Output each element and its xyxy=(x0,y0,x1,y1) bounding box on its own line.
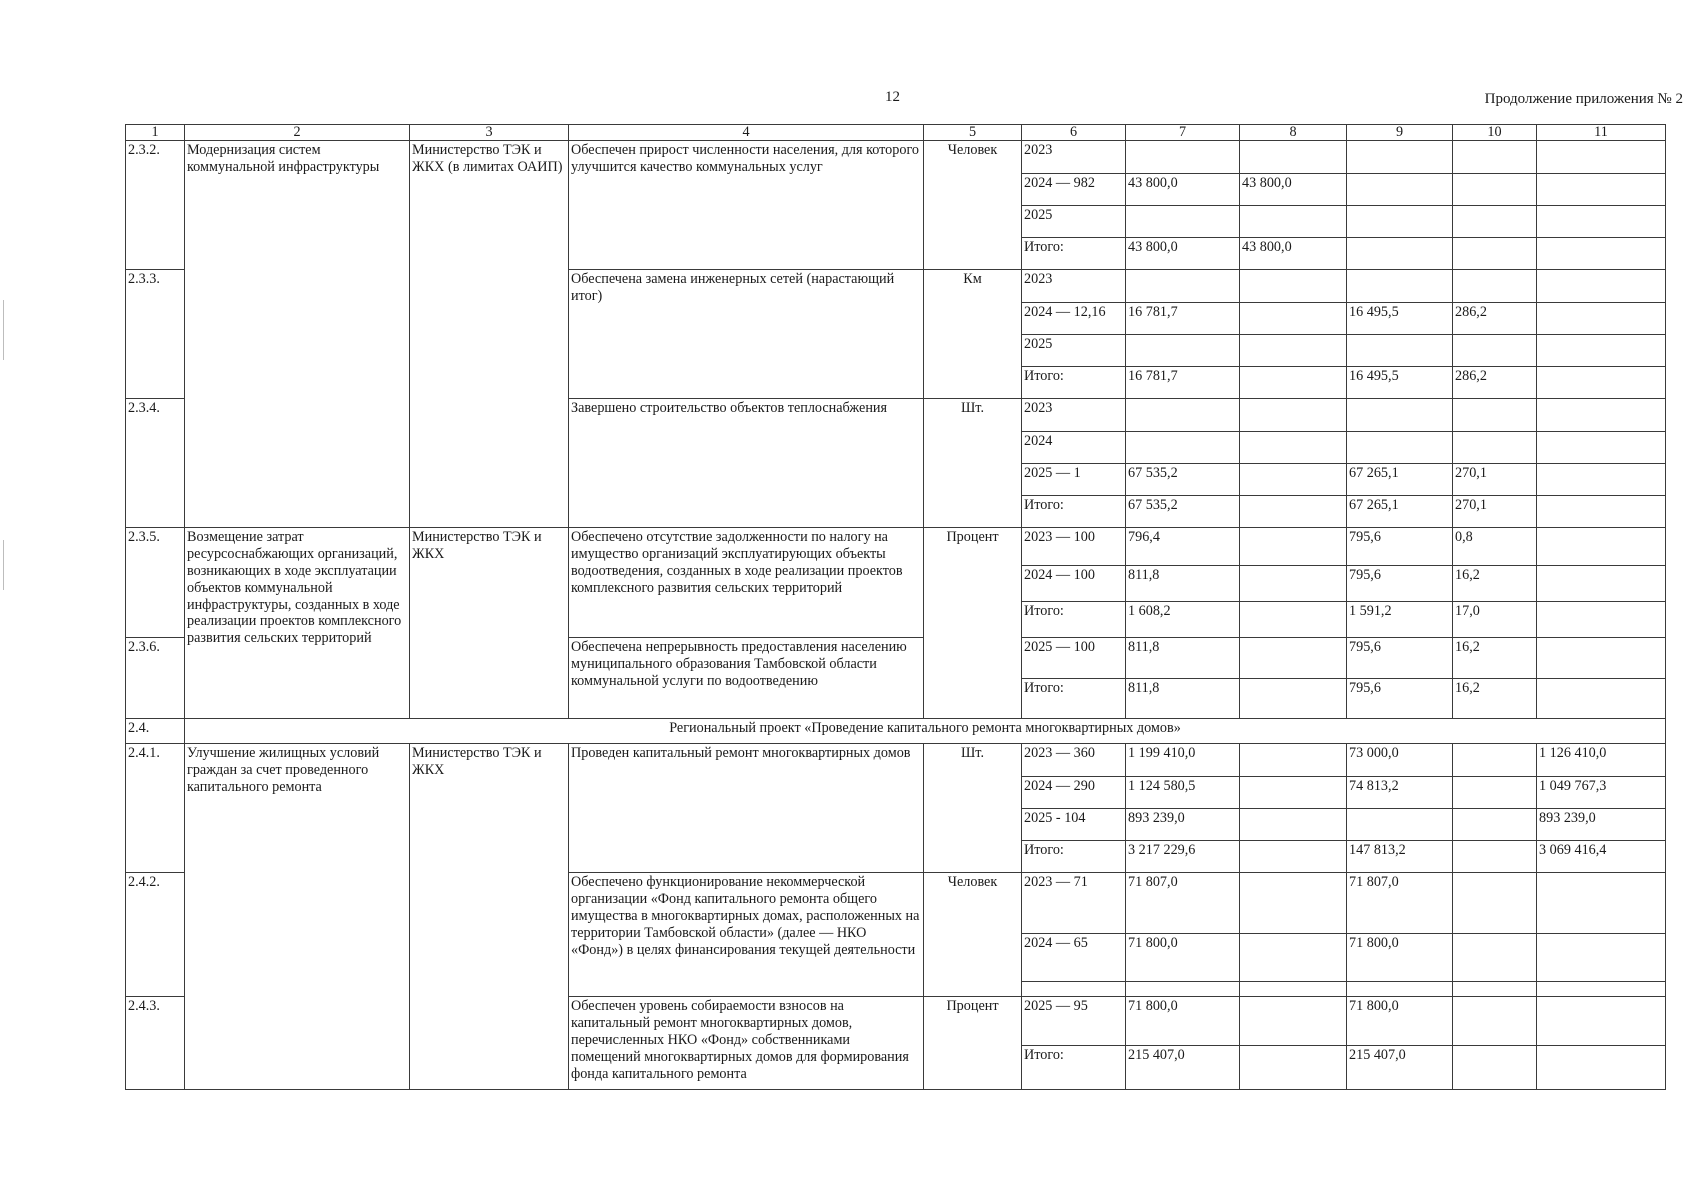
table-row xyxy=(126,744,1666,777)
unit-of-measure: Человек xyxy=(924,873,1022,997)
year-value: 2025 xyxy=(1022,206,1126,238)
amount-total: 3 217 229,6 xyxy=(1126,841,1240,873)
amount-col-10: 16,2 xyxy=(1453,638,1537,679)
unit-of-measure: Шт. xyxy=(924,744,1022,873)
amount-col-9: 215 407,0 xyxy=(1347,1046,1453,1090)
result-description: Обеспечено функционирование некоммерческой организации «Фонд капитального ремонта общего имущества в многоквартирных домах, расположенных на территории Тамбовской области» (далее — НКО «Фонд») в целях финансирования текущей деятельности xyxy=(569,873,924,997)
amount-col-11 xyxy=(1537,496,1666,528)
amount-col-9: 795,6 xyxy=(1347,679,1453,719)
row-code: 2.3.3. xyxy=(126,270,185,399)
amount-total xyxy=(1126,399,1240,432)
unit-of-measure: Человек xyxy=(924,141,1022,270)
amount-total: 71 800,0 xyxy=(1126,997,1240,1046)
unit-of-measure: Км xyxy=(924,270,1022,399)
amount-col-9 xyxy=(1347,238,1453,270)
amount-col-11 xyxy=(1537,432,1666,464)
year-value: Итого: xyxy=(1022,602,1126,638)
amount-col-10 xyxy=(1453,174,1537,206)
scan-edge-mark xyxy=(3,540,4,590)
amount-col-10 xyxy=(1453,809,1537,841)
amount-col-8 xyxy=(1240,777,1347,809)
amount-col-10 xyxy=(1453,432,1537,464)
row-code: 2.4.3. xyxy=(126,997,185,1090)
appendix-continuation-label: Продолжение приложения № 2 xyxy=(1484,91,1683,107)
amount-total: 796,4 xyxy=(1126,528,1240,566)
amount-col-9: 71 800,0 xyxy=(1347,997,1453,1046)
amount-col-8 xyxy=(1240,1046,1347,1090)
amount-col-9 xyxy=(1347,174,1453,206)
year-value: Итого: xyxy=(1022,238,1126,270)
amount-col-8 xyxy=(1240,496,1347,528)
amount-col-9: 71 807,0 xyxy=(1347,873,1453,934)
empty-cell xyxy=(1453,982,1537,997)
amount-col-11 xyxy=(1537,997,1666,1046)
amount-total: 1 608,2 xyxy=(1126,602,1240,638)
amount-col-9 xyxy=(1347,270,1453,303)
column-number: 11 xyxy=(1537,125,1666,141)
amount-col-10: 270,1 xyxy=(1453,464,1537,496)
column-number: 7 xyxy=(1126,125,1240,141)
unit-of-measure: Процент xyxy=(924,997,1022,1090)
unit-of-measure: Шт. xyxy=(924,399,1022,528)
year-value: 2025 — 100 xyxy=(1022,638,1126,679)
amount-col-10: 286,2 xyxy=(1453,303,1537,335)
amount-col-9 xyxy=(1347,432,1453,464)
amount-col-8 xyxy=(1240,934,1347,982)
amount-col-8 xyxy=(1240,602,1347,638)
amount-col-10 xyxy=(1453,1046,1537,1090)
amount-col-8 xyxy=(1240,141,1347,174)
amount-col-10: 16,2 xyxy=(1453,566,1537,602)
amount-total: 16 781,7 xyxy=(1126,367,1240,399)
amount-total: 71 800,0 xyxy=(1126,934,1240,982)
amount-col-11: 3 069 416,4 xyxy=(1537,841,1666,873)
table-row xyxy=(126,141,1666,174)
amount-total: 43 800,0 xyxy=(1126,238,1240,270)
amount-total: 811,8 xyxy=(1126,679,1240,719)
amount-col-10 xyxy=(1453,841,1537,873)
year-value: 2023 — 100 xyxy=(1022,528,1126,566)
amount-col-9: 16 495,5 xyxy=(1347,367,1453,399)
year-value: 2024 — 65 xyxy=(1022,934,1126,982)
amount-col-8 xyxy=(1240,206,1347,238)
year-value: 2024 — 100 xyxy=(1022,566,1126,602)
year-value: 2023 — 360 xyxy=(1022,744,1126,777)
amount-col-11 xyxy=(1537,566,1666,602)
amount-col-11 xyxy=(1537,464,1666,496)
executor: Министерство ТЭК и ЖКХ (в лимитах ОАИП) xyxy=(410,141,569,528)
amount-col-11: 893 239,0 xyxy=(1537,809,1666,841)
amount-total: 893 239,0 xyxy=(1126,809,1240,841)
amount-total xyxy=(1126,206,1240,238)
column-number: 1 xyxy=(126,125,185,141)
executor: Министерство ТЭК и ЖКХ xyxy=(410,528,569,719)
amount-total xyxy=(1126,270,1240,303)
amount-col-11 xyxy=(1537,602,1666,638)
amount-col-8 xyxy=(1240,809,1347,841)
amount-col-10 xyxy=(1453,206,1537,238)
column-number: 8 xyxy=(1240,125,1347,141)
amount-total: 43 800,0 xyxy=(1126,174,1240,206)
amount-col-10: 286,2 xyxy=(1453,367,1537,399)
empty-cell xyxy=(1126,982,1240,997)
year-value: 2024 — 12,16 xyxy=(1022,303,1126,335)
result-description: Проведен капитальный ремонт многоквартирных домов xyxy=(569,744,924,873)
amount-col-10 xyxy=(1453,270,1537,303)
amount-col-9 xyxy=(1347,399,1453,432)
year-value: Итого: xyxy=(1022,841,1126,873)
year-value: Итого: xyxy=(1022,367,1126,399)
amount-col-9: 1 591,2 xyxy=(1347,602,1453,638)
amount-col-9 xyxy=(1347,206,1453,238)
year-value: 2023 xyxy=(1022,270,1126,303)
amount-col-11 xyxy=(1537,335,1666,367)
year-value: 2025 - 104 xyxy=(1022,809,1126,841)
empty-cell xyxy=(1240,982,1347,997)
amount-col-10 xyxy=(1453,934,1537,982)
amount-col-8 xyxy=(1240,335,1347,367)
amount-col-8 xyxy=(1240,367,1347,399)
amount-col-10: 16,2 xyxy=(1453,679,1537,719)
row-code: 2.4.1. xyxy=(126,744,185,873)
column-number: 5 xyxy=(924,125,1022,141)
result-description: Обеспечен прирост численности населения, для которого улучшится качество коммунальных услуг xyxy=(569,141,924,270)
year-value: 2024 — 982 xyxy=(1022,174,1126,206)
amount-col-8: 43 800,0 xyxy=(1240,238,1347,270)
section-row xyxy=(126,719,1666,744)
year-value: 2023 xyxy=(1022,399,1126,432)
amount-col-9: 795,6 xyxy=(1347,528,1453,566)
amount-total: 1 124 580,5 xyxy=(1126,777,1240,809)
amount-col-10 xyxy=(1453,238,1537,270)
amount-col-10 xyxy=(1453,744,1537,777)
amount-col-10 xyxy=(1453,997,1537,1046)
result-description: Обеспечена непрерывность предоставления населению муниципального образования Тамбовской области коммунальной услуги по водоотведению xyxy=(569,638,924,719)
row-code: 2.3.5. xyxy=(126,528,185,638)
amount-col-11 xyxy=(1537,367,1666,399)
amount-col-9 xyxy=(1347,335,1453,367)
row-code: 2.3.6. xyxy=(126,638,185,719)
measure-name: Модернизация систем коммунальной инфраструктуры xyxy=(185,141,410,528)
empty-cell xyxy=(1347,982,1453,997)
year-value: 2023 — 71 xyxy=(1022,873,1126,934)
year-value: Итого: xyxy=(1022,496,1126,528)
amount-col-9: 73 000,0 xyxy=(1347,744,1453,777)
empty-cell xyxy=(1022,982,1126,997)
result-description: Обеспечен уровень собираемости взносов на капитальный ремонт многоквартирных домов, перечисленных НКО «Фонд» собственниками помещений многоквартирных домов для формирования фонда капитального ремонта xyxy=(569,997,924,1090)
year-value: 2024 xyxy=(1022,432,1126,464)
amount-col-11 xyxy=(1537,399,1666,432)
year-value: 2025 — 1 xyxy=(1022,464,1126,496)
column-number: 2 xyxy=(185,125,410,141)
amount-total: 67 535,2 xyxy=(1126,464,1240,496)
year-value: 2023 xyxy=(1022,141,1126,174)
amount-col-11 xyxy=(1537,679,1666,719)
amount-col-11 xyxy=(1537,528,1666,566)
column-number: 6 xyxy=(1022,125,1126,141)
table-row xyxy=(126,528,1666,566)
row-code: 2.4. xyxy=(126,719,185,744)
amount-total: 1 199 410,0 xyxy=(1126,744,1240,777)
amount-col-8 xyxy=(1240,873,1347,934)
year-value: Итого: xyxy=(1022,679,1126,719)
amount-col-8 xyxy=(1240,566,1347,602)
amount-col-11 xyxy=(1537,873,1666,934)
result-description: Завершено строительство объектов теплоснабжения xyxy=(569,399,924,528)
amount-col-10 xyxy=(1453,777,1537,809)
amount-col-9: 67 265,1 xyxy=(1347,496,1453,528)
amount-col-11 xyxy=(1537,303,1666,335)
appendix-table xyxy=(125,124,1666,1090)
unit-of-measure: Процент xyxy=(924,528,1022,719)
column-number: 4 xyxy=(569,125,924,141)
scan-edge-mark xyxy=(3,300,4,360)
empty-cell xyxy=(1537,982,1666,997)
row-code: 2.3.2. xyxy=(126,141,185,270)
measure-name: Улучшение жилищных условий граждан за счет проведенного капитального ремонта xyxy=(185,744,410,1090)
amount-col-11 xyxy=(1537,270,1666,303)
amount-col-11: 1 049 767,3 xyxy=(1537,777,1666,809)
amount-total xyxy=(1126,141,1240,174)
amount-total xyxy=(1126,335,1240,367)
amount-col-11 xyxy=(1537,174,1666,206)
year-value: 2024 — 290 xyxy=(1022,777,1126,809)
result-description: Обеспечено отсутствие задолженности по налогу на имущество организаций эксплуатирующих объекты водоотведения, созданных в ходе реализации проектов комплексного развития сельских территорий xyxy=(569,528,924,638)
amount-col-8 xyxy=(1240,464,1347,496)
amount-total xyxy=(1126,432,1240,464)
column-number: 10 xyxy=(1453,125,1537,141)
amount-col-10 xyxy=(1453,399,1537,432)
amount-col-9 xyxy=(1347,809,1453,841)
amount-col-8 xyxy=(1240,744,1347,777)
amount-col-11 xyxy=(1537,934,1666,982)
column-number: 3 xyxy=(410,125,569,141)
amount-col-10 xyxy=(1453,873,1537,934)
measure-name: Возмещение затрат ресурсоснабжающих организаций, возникающих в ходе эксплуатации объектов коммунальной инфраструктуры, созданных в ходе реализации проектов комплексного развития сельских территорий xyxy=(185,528,410,719)
amount-total: 67 535,2 xyxy=(1126,496,1240,528)
amount-total: 71 807,0 xyxy=(1126,873,1240,934)
year-value: 2025 xyxy=(1022,335,1126,367)
amount-col-8 xyxy=(1240,679,1347,719)
amount-col-8 xyxy=(1240,638,1347,679)
amount-col-9: 67 265,1 xyxy=(1347,464,1453,496)
amount-col-9 xyxy=(1347,141,1453,174)
amount-total: 811,8 xyxy=(1126,638,1240,679)
amount-col-11 xyxy=(1537,638,1666,679)
amount-col-9: 795,6 xyxy=(1347,566,1453,602)
row-code: 2.3.4. xyxy=(126,399,185,528)
amount-col-10 xyxy=(1453,141,1537,174)
amount-total: 16 781,7 xyxy=(1126,303,1240,335)
amount-col-8 xyxy=(1240,270,1347,303)
amount-col-8 xyxy=(1240,841,1347,873)
page-number: 12 xyxy=(885,89,900,105)
year-value: Итого: xyxy=(1022,1046,1126,1090)
amount-total: 215 407,0 xyxy=(1126,1046,1240,1090)
executor: Министерство ТЭК и ЖКХ xyxy=(410,744,569,1090)
amount-col-11: 1 126 410,0 xyxy=(1537,744,1666,777)
amount-col-10: 17,0 xyxy=(1453,602,1537,638)
amount-col-9: 71 800,0 xyxy=(1347,934,1453,982)
year-value: 2025 — 95 xyxy=(1022,997,1126,1046)
column-number: 9 xyxy=(1347,125,1453,141)
amount-col-8 xyxy=(1240,528,1347,566)
amount-col-9: 16 495,5 xyxy=(1347,303,1453,335)
column-number-row xyxy=(126,125,1666,141)
amount-col-8: 43 800,0 xyxy=(1240,174,1347,206)
amount-col-9: 795,6 xyxy=(1347,638,1453,679)
amount-col-9: 74 813,2 xyxy=(1347,777,1453,809)
amount-col-11 xyxy=(1537,238,1666,270)
amount-col-11 xyxy=(1537,1046,1666,1090)
amount-col-9: 147 813,2 xyxy=(1347,841,1453,873)
amount-col-11 xyxy=(1537,206,1666,238)
row-code: 2.4.2. xyxy=(126,873,185,997)
amount-col-10: 270,1 xyxy=(1453,496,1537,528)
regional-project-title: Региональный проект «Проведение капитального ремонта многоквартирных домов» xyxy=(185,719,1666,744)
amount-col-8 xyxy=(1240,303,1347,335)
amount-col-10: 0,8 xyxy=(1453,528,1537,566)
amount-col-11 xyxy=(1537,141,1666,174)
amount-col-10 xyxy=(1453,335,1537,367)
result-description: Обеспечена замена инженерных сетей (нарастающий итог) xyxy=(569,270,924,399)
amount-col-8 xyxy=(1240,399,1347,432)
amount-col-8 xyxy=(1240,997,1347,1046)
amount-col-8 xyxy=(1240,432,1347,464)
amount-total: 811,8 xyxy=(1126,566,1240,602)
